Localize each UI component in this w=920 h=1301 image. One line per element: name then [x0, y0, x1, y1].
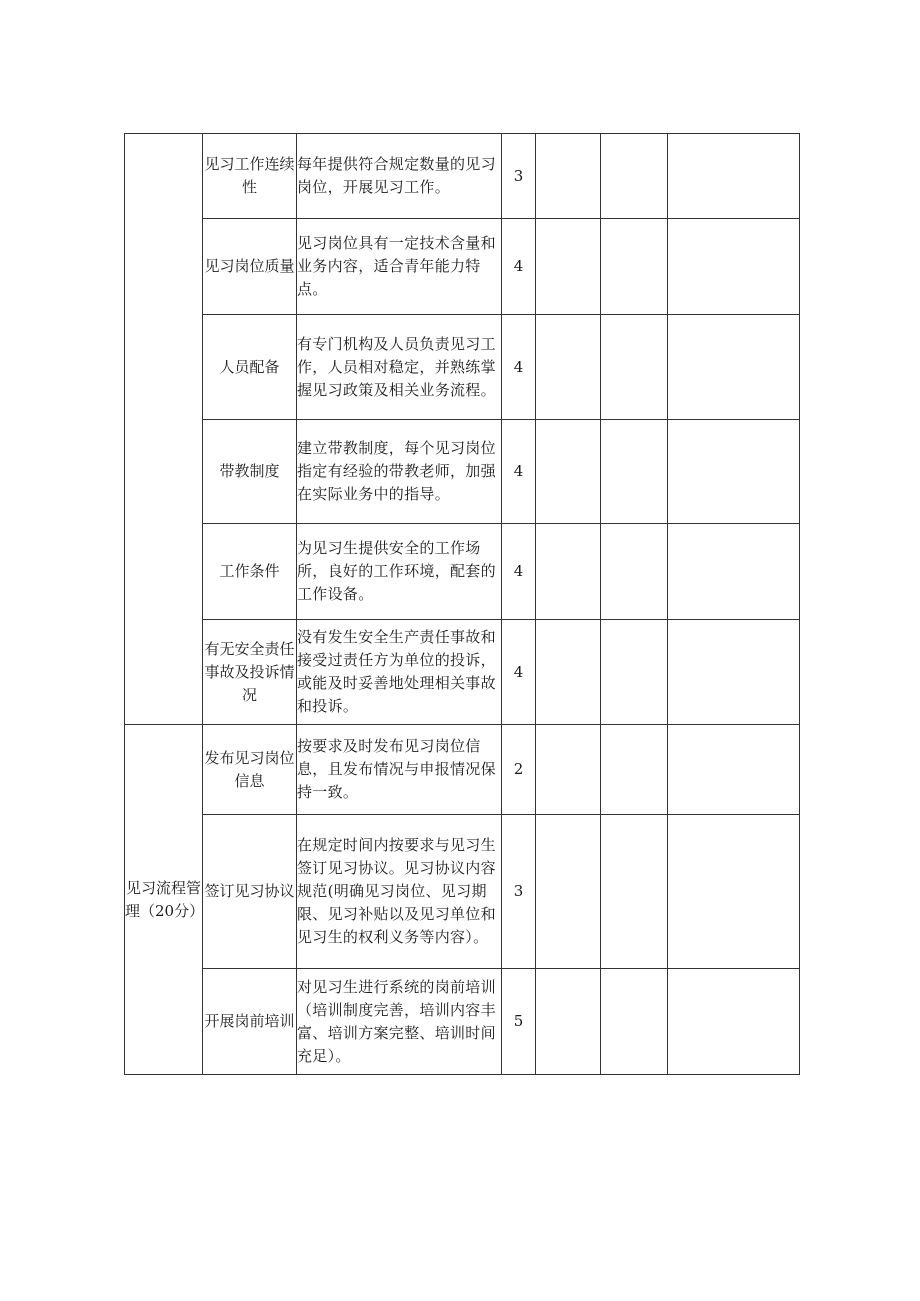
- blank-cell: [601, 420, 668, 524]
- blank-cell: [668, 620, 800, 725]
- item-cell: 工作条件: [203, 524, 297, 620]
- score-cell: 4: [502, 620, 536, 725]
- score-cell: 4: [502, 524, 536, 620]
- table-row: [125, 620, 800, 725]
- table-row: [125, 815, 800, 969]
- table-row: [125, 134, 800, 219]
- table-row: [125, 315, 800, 420]
- table-row: [125, 969, 800, 1075]
- blank-cell: [601, 134, 668, 219]
- category-cell-1: [125, 134, 203, 725]
- blank-cell: [601, 315, 668, 420]
- item-cell: 见习工作连续性: [203, 134, 297, 219]
- blank-cell: [536, 524, 601, 620]
- score-cell: 4: [502, 420, 536, 524]
- blank-cell: [536, 219, 601, 315]
- blank-cell: [536, 134, 601, 219]
- blank-cell: [668, 524, 800, 620]
- score-cell: 4: [502, 219, 536, 315]
- score-cell: 5: [502, 969, 536, 1075]
- table-row: [125, 219, 800, 315]
- criteria-cell: 没有发生安全生产责任事故和接受过责任方为单位的投诉，或能及时妥善地处理相关事故和投诉。: [297, 620, 502, 725]
- criteria-cell: 对见习生进行系统的岗前培训（培训制度完善，培训内容丰富、培训方案完整、培训时间充足）。: [297, 969, 502, 1075]
- criteria-cell: 为见习生提供安全的工作场所，良好的工作环境，配套的工作设备。: [297, 524, 502, 620]
- item-cell: 开展岗前培训: [203, 969, 297, 1075]
- criteria-cell: 有专门机构及人员负责见习工作，人员相对稳定，并熟练掌握见习政策及相关业务流程。: [297, 315, 502, 420]
- blank-cell: [601, 219, 668, 315]
- criteria-cell: 见习岗位具有一定技术含量和业务内容，适合青年能力特点。: [297, 219, 502, 315]
- item-cell: 带教制度: [203, 420, 297, 524]
- score-cell: 4: [502, 315, 536, 420]
- blank-cell: [536, 620, 601, 725]
- blank-cell: [536, 969, 601, 1075]
- criteria-cell: 每年提供符合规定数量的见习岗位，开展见习工作。: [297, 134, 502, 219]
- blank-cell: [668, 134, 800, 219]
- blank-cell: [668, 315, 800, 420]
- score-cell: 3: [502, 815, 536, 969]
- criteria-cell: 按要求及时发布见习岗位信息，且发布情况与申报情况保持一致。: [297, 725, 502, 815]
- criteria-cell: 建立带教制度，每个见习岗位指定有经验的带教老师，加强在实际业务中的指导。: [297, 420, 502, 524]
- blank-cell: [536, 420, 601, 524]
- blank-cell: [668, 725, 800, 815]
- blank-cell: [668, 969, 800, 1075]
- blank-cell: [601, 969, 668, 1075]
- item-cell: 人员配备: [203, 315, 297, 420]
- item-cell: 有无安全责任事故及投诉情况: [203, 620, 297, 725]
- blank-cell: [536, 315, 601, 420]
- blank-cell: [601, 725, 668, 815]
- item-cell: 签订见习协议: [203, 815, 297, 969]
- blank-cell: [668, 420, 800, 524]
- table-row: [125, 725, 800, 815]
- blank-cell: [668, 219, 800, 315]
- blank-cell: [601, 815, 668, 969]
- score-cell: 3: [502, 134, 536, 219]
- blank-cell: [536, 725, 601, 815]
- table-row: [125, 524, 800, 620]
- item-cell: 见习岗位质量: [203, 219, 297, 315]
- table-row: [125, 420, 800, 524]
- blank-cell: [536, 815, 601, 969]
- score-cell: 2: [502, 725, 536, 815]
- evaluation-table: [124, 133, 800, 1075]
- criteria-cell: 在规定时间内按要求与见习生签订见习协议。见习协议内容规范(明确见习岗位、见习期限、见习补贴以及见习单位和见习生的权利义务等内容）。: [297, 815, 502, 969]
- blank-cell: [601, 524, 668, 620]
- blank-cell: [668, 815, 800, 969]
- category-cell-process: 见习流程管理（20分）: [125, 725, 203, 1075]
- item-cell: 发布见习岗位信息: [203, 725, 297, 815]
- blank-cell: [601, 620, 668, 725]
